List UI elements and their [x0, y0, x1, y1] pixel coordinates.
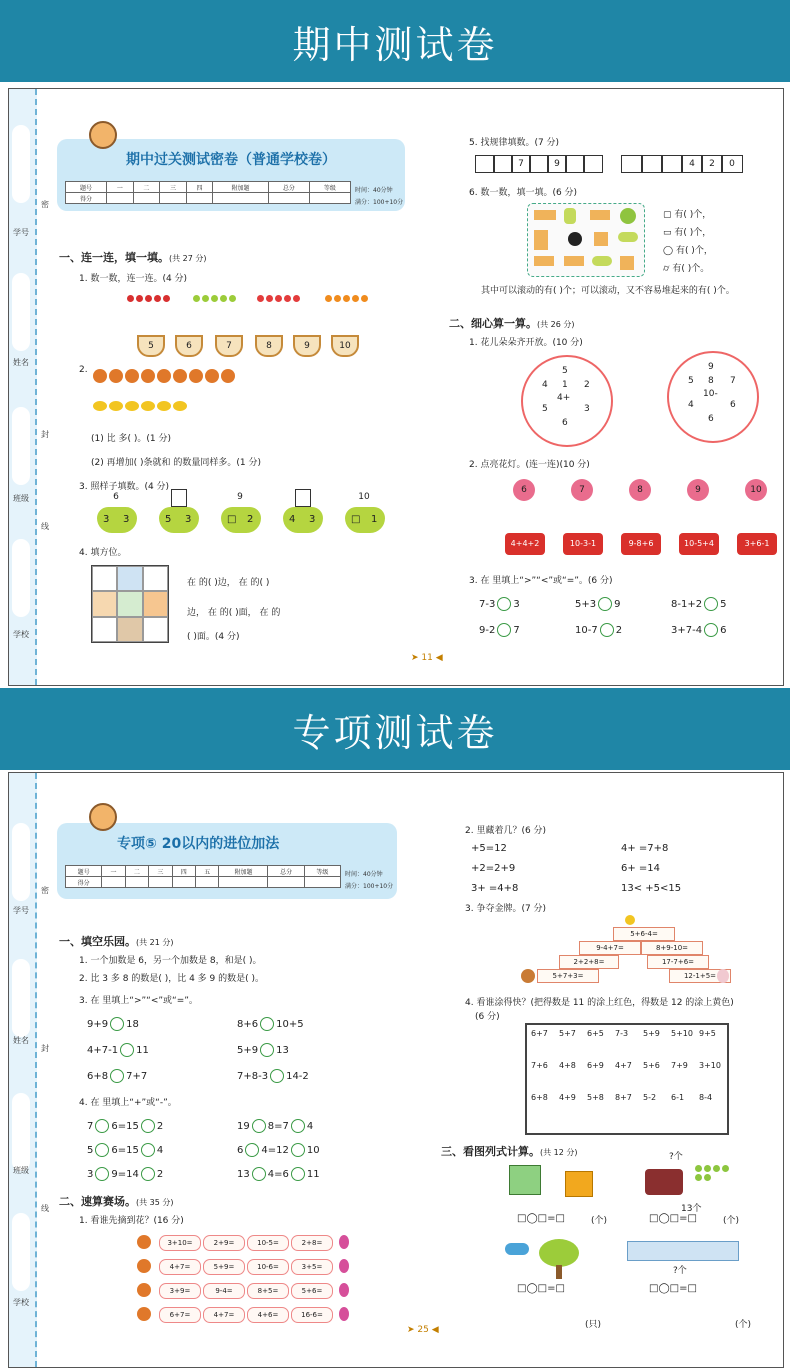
time-limit: 时间：40分钟	[355, 187, 393, 194]
seal-mark: 线	[41, 522, 49, 531]
compare-row: 4+7-1 11	[87, 1045, 149, 1056]
butterfly-top-number: 6	[113, 492, 119, 502]
section-heading: 一、填空乐园。(共 21 分)	[59, 935, 174, 948]
carrots-icon	[325, 295, 368, 311]
sequence-cell: 9	[547, 155, 567, 173]
compare-row: 5+3 9	[575, 599, 621, 610]
question-text: ( )面。(4 分)	[187, 632, 240, 642]
page-number: ➤ 25 ◀	[407, 1325, 439, 1335]
sequence-cell: 4	[681, 155, 703, 173]
operator-row: 13 4=6 11	[237, 1169, 320, 1180]
flower-icon	[339, 1235, 349, 1249]
race-cell: 4+7=	[159, 1259, 201, 1275]
candle-label: 4+4+2	[505, 533, 545, 555]
race-cell: 16-6=	[291, 1307, 333, 1323]
leaf-cell: 5+6	[643, 1061, 660, 1070]
flower-petal: 5	[542, 404, 548, 414]
hide-equation: 6+ =14	[621, 863, 661, 874]
candle-label: 10-3-1	[563, 533, 603, 555]
question-text: 2. 比 3 多 8 的数是( )，比 4 多 9 的数是( )。	[79, 974, 265, 984]
basket-number: 8	[255, 335, 283, 357]
basket-number: 9	[293, 335, 321, 357]
banner-special	[0, 688, 790, 770]
blocks-icon	[627, 1241, 739, 1261]
student-avatar-icon	[89, 121, 117, 149]
page-special	[8, 772, 784, 1368]
apple-blank-icon[interactable]	[141, 1119, 155, 1133]
leaf-cell: 6+9	[587, 1061, 604, 1070]
banner-title: 专项测试卷	[292, 710, 498, 755]
leaf-cell: 5+8	[587, 1093, 604, 1102]
seal-mark: 封	[41, 430, 49, 439]
unit-label: (个)	[723, 1216, 740, 1226]
strip-label-name: 姓名	[13, 358, 29, 367]
apple-blank-icon[interactable]	[110, 1017, 124, 1031]
leaf-cell: 7-3	[615, 1029, 629, 1038]
strip-label-school: 学校	[13, 1298, 29, 1307]
race-cell: 4+7=	[203, 1307, 245, 1323]
leaf-cell: 8+7	[615, 1093, 632, 1102]
apple-blank-icon[interactable]	[270, 1069, 284, 1083]
sequence-cell: 2	[701, 155, 723, 173]
race-cell: 9-4=	[203, 1283, 245, 1299]
apple-blank-icon[interactable]	[245, 1143, 259, 1157]
flower-petal: 8	[708, 376, 714, 386]
sphere-have: ◯ 有( )个，	[663, 246, 713, 256]
compare-row: 6+8 7+7	[87, 1071, 148, 1082]
seal-mark: 线	[41, 1204, 49, 1213]
pyramid-cell: 17-7+6=	[647, 955, 709, 969]
apple-blank-icon[interactable]	[600, 623, 614, 637]
question-text: 4. 在 里填上“+”或“-”。	[79, 1098, 177, 1108]
question-text: 2.	[79, 365, 88, 375]
pyramid-cell: 8+9-10=	[641, 941, 703, 955]
section-heading: 二、速算赛场。(共 35 分)	[59, 1195, 174, 1208]
equation-blank[interactable]: □◯□=□	[517, 1213, 565, 1224]
seal-mark: 密	[41, 200, 49, 209]
question-text: (1) 比 多( )。(1 分)	[91, 434, 171, 444]
sequence-cell: 7	[511, 155, 531, 173]
equation-blank[interactable]: □◯□=□	[649, 1213, 697, 1224]
binding-strip	[9, 773, 37, 1367]
question-text: 1. 花儿朵朵齐开放。(10 分)	[469, 338, 583, 348]
compare-row: 8+6 10+5	[237, 1019, 304, 1030]
leaf-cell: 8-4	[699, 1093, 713, 1102]
score-table: 题号 一 二 三 四 附加题 总分 等级 得分	[65, 181, 351, 204]
flower-petal: 4	[542, 380, 548, 390]
apple-blank-icon[interactable]	[95, 1167, 109, 1181]
flower-icon	[339, 1283, 349, 1297]
apple-blank-icon[interactable]	[704, 623, 718, 637]
leaf-cell: 4+9	[559, 1093, 576, 1102]
gift-box-icon	[645, 1169, 683, 1195]
leaf-cell: 5+7	[559, 1029, 576, 1038]
leaf-cell: 6+8	[531, 1093, 548, 1102]
page-number: ➤ 11 ◀	[411, 653, 443, 663]
race-cell: 6+7=	[159, 1307, 201, 1323]
flower-icon	[339, 1307, 349, 1321]
equation-blank[interactable]: □◯□=□	[649, 1283, 697, 1294]
race-cell: 4+6=	[247, 1307, 289, 1323]
section-heading: 二、细心算一算。(共 26 分)	[449, 317, 575, 330]
question-text: 3. 在 里填上“>”“<”或“=”。(6 分)	[469, 576, 613, 586]
hide-equation: 3+ =4+8	[471, 883, 519, 894]
candle-label: 10-5+4	[679, 533, 719, 555]
basket-number: 5	[137, 335, 165, 357]
leaf-cell: 9+5	[699, 1029, 716, 1038]
strip-label-id: 学号	[13, 906, 29, 915]
compare-row: 7-3 3	[479, 599, 520, 610]
page-midterm	[8, 88, 784, 686]
cylinder-have: ⌭ 有( )个。	[663, 264, 710, 274]
coloring-leaf-grid	[525, 1023, 729, 1135]
tree-trunk-icon	[556, 1265, 562, 1279]
flower-center: 10-	[703, 389, 718, 399]
lantern-icon: 6	[513, 479, 535, 501]
strip-label-class: 班级	[13, 1166, 29, 1175]
race-cell: 10-5=	[247, 1235, 289, 1251]
score-table: 题号 一 二 三 四 五 附加题 总分 等级 得分	[65, 865, 341, 888]
pyramid-cell: 9-4+7=	[579, 941, 641, 955]
tree-icon	[539, 1239, 579, 1267]
butterfly-left-number: □	[351, 514, 361, 525]
basket-number: 7	[215, 335, 243, 357]
leaf-cell: 4+8	[559, 1061, 576, 1070]
butterfly-left-number: □	[227, 514, 237, 525]
squirrel-icon	[521, 969, 535, 983]
apple-blank-icon[interactable]	[95, 1119, 109, 1133]
basket-number: 10	[331, 335, 359, 357]
butterfly-right-number: 3	[185, 514, 192, 525]
race-cell: 5+6=	[291, 1283, 333, 1299]
race-cell: 3+5=	[291, 1259, 333, 1275]
operator-row: 19 8=7 4	[237, 1121, 314, 1132]
sequence-cell	[661, 155, 683, 173]
question-text: 4. 填方位。	[79, 548, 127, 558]
apple-blank-icon[interactable]	[260, 1043, 274, 1057]
strawberries-icon	[257, 295, 300, 311]
butterfly-top-number	[295, 489, 311, 507]
sequence-cell	[493, 155, 513, 173]
apple-blank-icon[interactable]	[291, 1167, 305, 1181]
flower-petal: 1	[562, 380, 568, 390]
leaf-cell: 3+10	[699, 1061, 721, 1070]
flower-petal: 6	[730, 400, 736, 410]
compare-row: 5+9 13	[237, 1045, 289, 1056]
lantern-icon: 8	[629, 479, 651, 501]
gold-medal-icon	[625, 915, 635, 925]
binding-strip	[9, 89, 37, 685]
question-text: 4. 看谁涂得快？(把得数是 11 的涂上红色，得数是 12 的涂上黄色)	[465, 998, 734, 1008]
flower-petal: 5	[562, 366, 568, 376]
flower-petal: 5	[688, 376, 694, 386]
fish-icon	[93, 401, 187, 417]
butterfly-right-number: 1	[371, 514, 378, 525]
apple-blank-icon[interactable]	[141, 1143, 155, 1157]
apples-icon	[695, 1165, 735, 1181]
student-avatar-icon	[89, 803, 117, 831]
race-cell: 2+9=	[203, 1235, 245, 1251]
full-score: 满分：100+10分	[355, 199, 404, 206]
banner-title: 期中测试卷	[292, 22, 498, 67]
sequence-cell	[641, 155, 663, 173]
question-text: 2. 里藏着几？(6 分)	[465, 826, 547, 836]
butterfly-right-number: 3	[123, 514, 130, 525]
question-text: (6 分)	[475, 1012, 500, 1022]
race-cell: 2+8=	[291, 1235, 333, 1251]
animal-icon	[137, 1259, 151, 1273]
leaf-cell: 6-1	[671, 1093, 685, 1102]
apple-blank-icon[interactable]	[291, 1119, 305, 1133]
compare-row: 10-7 2	[575, 625, 623, 636]
candle-label: 3+6-1	[737, 533, 777, 555]
race-cell: 8+5=	[247, 1283, 289, 1299]
candle-label: 9-8+6	[621, 533, 661, 555]
pyramid-cell: 2+2+8=	[559, 955, 619, 969]
exam-title: 专项⑤ 20以内的进位加法	[117, 836, 280, 852]
butterfly-top-number: 10	[358, 492, 370, 502]
apple-blank-icon[interactable]	[141, 1167, 155, 1181]
sequence-cell	[475, 155, 495, 173]
question-text: 3. 照样子填数。(4 分)	[79, 482, 170, 492]
pears-icon	[193, 295, 236, 311]
leaf-cell: 5-2	[643, 1093, 657, 1102]
animal-icon	[137, 1235, 151, 1249]
question-text: 3. 争夺金牌。(7 分)	[465, 904, 547, 914]
unit-label: (只)	[585, 1320, 602, 1330]
cuboid-have: ▭ 有( )个，	[663, 228, 712, 238]
flower-icon	[339, 1259, 349, 1273]
rabbit-icon	[717, 969, 729, 983]
butterfly-right-number: 2	[247, 514, 254, 525]
question-text: 3. 在 里填上“>”“<”或“=”。	[79, 996, 198, 1006]
leaf-cell: 7+9	[671, 1061, 688, 1070]
flower-petal: 6	[708, 414, 714, 424]
question-text: 1. 看谁先摘到花？(16 分)	[79, 1216, 184, 1226]
compare-row: 9-2 7	[479, 625, 520, 636]
butterfly-right-number: 3	[309, 514, 316, 525]
unit-label: (个)	[735, 1320, 752, 1330]
race-cell: 5+9=	[203, 1259, 245, 1275]
question-text: 1. 一个加数是 6，另一个加数是 8，和是( )。	[79, 956, 262, 966]
seal-mark: 密	[41, 886, 49, 895]
flower-petal: 2	[584, 380, 590, 390]
apple-blank-icon[interactable]	[95, 1143, 109, 1157]
question-mark-label: ?个	[669, 1152, 683, 1162]
operator-row: 5 6=15 4	[87, 1145, 164, 1156]
apple-blank-icon[interactable]	[120, 1043, 134, 1057]
lantern-icon: 10	[745, 479, 767, 501]
flower-petal: 6	[562, 418, 568, 428]
question-text: 在 的( )边， 在 的( )	[187, 578, 270, 588]
operator-row: 3 9=14 2	[87, 1169, 164, 1180]
unit-label: (个)	[591, 1216, 608, 1226]
compare-row: 8-1+2 5	[671, 599, 727, 610]
solid-shapes-box	[527, 203, 645, 277]
time-limit: 时间：40分钟	[345, 871, 383, 878]
hide-equation: 4+ =7+8	[621, 843, 669, 854]
sequence-cell	[565, 155, 585, 173]
direction-grid	[91, 565, 169, 643]
cubes-icon	[565, 1171, 593, 1197]
hide-equation: +2=2+9	[471, 863, 516, 874]
butterfly-top-number	[171, 489, 187, 507]
apple-blank-icon[interactable]	[260, 1017, 274, 1031]
section-heading: 三、看图列式计算。(共 12 分)	[441, 1145, 578, 1158]
apple-blank-icon[interactable]	[252, 1119, 266, 1133]
operator-row: 6 4=12 10	[237, 1145, 320, 1156]
squirrels-icon	[93, 369, 235, 385]
question-text: 6. 数一数，填一填。(6 分)	[469, 188, 578, 198]
flower-center: 4+	[557, 393, 571, 403]
flower-petal: 3	[584, 404, 590, 414]
strip-label-class: 班级	[13, 494, 29, 503]
apple-blank-icon[interactable]	[110, 1069, 124, 1083]
apple-blank-icon[interactable]	[598, 597, 612, 611]
equation-blank[interactable]: □◯□=□	[517, 1283, 565, 1294]
animal-icon	[137, 1307, 151, 1321]
leaf-cell: 5+10	[671, 1029, 693, 1038]
section-heading: 一、连一连，填一填。(共 27 分)	[59, 251, 207, 264]
lantern-icon: 7	[571, 479, 593, 501]
leaf-cell: 4+7	[615, 1061, 632, 1070]
race-cell: 3+10=	[159, 1235, 201, 1251]
compare-row: 9+9 18	[87, 1019, 139, 1030]
race-cell: 3+9=	[159, 1283, 201, 1299]
leaf-cell: 7+6	[531, 1061, 548, 1070]
banner-midterm	[0, 0, 790, 82]
birds-icon	[505, 1243, 529, 1255]
question-text: 其中可以滚动的有( )个；可以滚动，又不容易堆起来的有( )个。	[481, 286, 735, 296]
butterfly-left-number: 4	[289, 514, 296, 525]
sequence-cell	[583, 155, 603, 173]
hide-equation: +5=12	[471, 843, 507, 854]
butterfly-left-number: 3	[103, 514, 110, 525]
sequence-cell	[621, 155, 643, 173]
question-text: 2. 点亮花灯。(连一连)(10 分)	[469, 460, 590, 470]
flower-petal: 9	[708, 362, 714, 372]
operator-row: 7 6=15 2	[87, 1121, 164, 1132]
butterfly-top-number: 9	[237, 492, 243, 502]
question-text: (2) 再增加( )条就和 的数量同样多。(1 分)	[91, 458, 261, 468]
question-text: 5. 找规律填数。(7 分)	[469, 138, 560, 148]
total-label: 13个	[681, 1204, 702, 1214]
leaf-cell: 6+7	[531, 1029, 548, 1038]
flower-petal: 4	[688, 400, 694, 410]
question-text: 1. 数一数，连一连。(4 分)	[79, 274, 188, 284]
pyramid-cell: 12-1+5=	[669, 969, 731, 983]
compare-row: 3+7-4 6	[671, 625, 727, 636]
leaf-cell: 5+9	[643, 1029, 660, 1038]
compare-row: 7+8-3 14-2	[237, 1071, 309, 1082]
apple-blank-icon[interactable]	[497, 623, 511, 637]
butterfly-left-number: 5	[165, 514, 172, 525]
strip-label-school: 学校	[13, 630, 29, 639]
sequence-cell	[529, 155, 549, 173]
sequence-cell: 0	[721, 155, 743, 173]
leaf-cell: 6+5	[587, 1029, 604, 1038]
strip-label-name: 姓名	[13, 1036, 29, 1045]
seal-mark: 封	[41, 1044, 49, 1053]
cube-have: ▢ 有( )个，	[663, 210, 712, 220]
lantern-icon: 9	[687, 479, 709, 501]
animal-icon	[137, 1283, 151, 1297]
cubes-icon	[509, 1165, 541, 1195]
flower-petal: 7	[730, 376, 736, 386]
apple-blank-icon[interactable]	[291, 1143, 305, 1157]
question-text: 边， 在 的( )面， 在 的	[187, 608, 281, 618]
pyramid-cell: 5+7+3=	[537, 969, 599, 983]
apple-blank-icon[interactable]	[704, 597, 718, 611]
race-cell: 10-6=	[247, 1259, 289, 1275]
question-mark-label: ?个	[673, 1266, 687, 1276]
full-score: 满分：100+10分	[345, 883, 394, 890]
exam-title: 期中过关测试密卷（普通学校卷）	[126, 152, 336, 168]
strip-label-id: 学号	[13, 228, 29, 237]
apples-icon	[127, 295, 170, 311]
pyramid-cell: 5+6-4=	[613, 927, 675, 941]
hide-equation: 13< +5<15	[621, 883, 682, 894]
basket-number: 6	[175, 335, 203, 357]
apple-blank-icon[interactable]	[497, 597, 511, 611]
apple-blank-icon[interactable]	[252, 1167, 266, 1181]
